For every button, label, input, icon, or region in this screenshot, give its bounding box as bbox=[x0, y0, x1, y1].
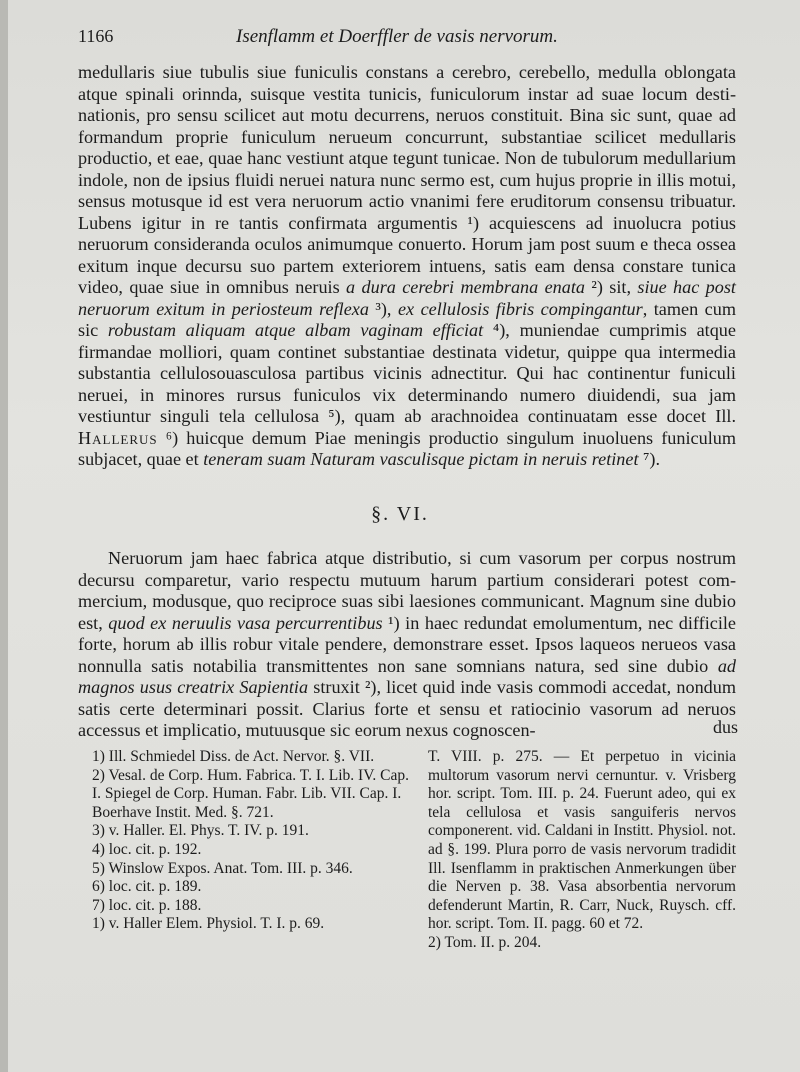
text-run: medullaris siue tubulis siue funiculis constans a cerebro, cerebello, medulla oblongata atque spinali orinnda, suisque vestita tunicis, funiculorum instar ad suae locum destinationis, pro sensu scilicet aut motu decurrens, neruos constituit. Bina sic sunt, quae ad formandum proprie funiculum nerueum concurrunt, substantiae scilicet medullaris productio, et eae, quae hanc vestiunt atque tegunt tunicae. Non de tubulorum medullarium indole, non de ipsius fluidi neruei natura nunc sermo est, cum hujus proprie in illis motui, sensus motusque id est vera neruorum actio vnanimi fere eruditorum consensu tribuatur. Lubens igitur in re tantis confirmata argumentis ¹) acquiescens ad inuolucra potius neruorum consideranda oculos animumque conuerto. Horum jam post suum e theca ossea exitum inque decursu suo partem exteriorem intuens, satis eam densa constare tunica video, quae siue in omnibus neruis bbox=[78, 62, 736, 297]
page-header bbox=[78, 22, 758, 52]
footnote: 2) Vesal. de Corp. Hum. Fabrica. T. I. Lib. IV. Cap. I. Spiegel de Corp. Human. Fabr. Lib. VII. Cap. I. Boerhave Instit. Med. §. 721. bbox=[92, 766, 409, 821]
footnote: 4) loc. cit. p. 192. bbox=[92, 840, 202, 858]
running-title: Isenflamm et Doerffler de vasis nervorum. bbox=[236, 26, 558, 47]
italic-run: a dura cerebri membrana enata bbox=[346, 277, 586, 297]
italic-run: quod ex neruulis vasa percurrentibus bbox=[108, 612, 383, 633]
footnote: 1) v. Haller Elem. Physiol. T. I. p. 69. bbox=[92, 915, 325, 933]
footnote: 1) Ill. Schmiedel Diss. de Act. Nervor. §. VII. bbox=[92, 748, 375, 765]
page-number: 1166 bbox=[78, 26, 114, 46]
paragraph-second bbox=[78, 530, 736, 760]
text-run: ⁶) huicque demum Piae meningis productio singulum inuoluens funiculum subjacet, quae et bbox=[78, 427, 736, 469]
author-name: Hallerus bbox=[78, 427, 158, 448]
paragraph-1 bbox=[78, 62, 736, 471]
italic-run: teneram suam Naturam vasculisque pictam in neruis retinet bbox=[203, 449, 639, 469]
paragraph-2 bbox=[78, 548, 736, 742]
footnote: 5) Winslow Expos. Anat. Tom. III. p. 346. bbox=[92, 859, 353, 877]
italic-run: robustam aliquam atque albam vaginam efficiat bbox=[107, 320, 484, 340]
footnotes-left-column bbox=[92, 748, 410, 934]
text-run: ³), bbox=[368, 298, 398, 319]
section-heading: §. VI. bbox=[371, 503, 429, 525]
footnote: 2) Tom. II. p. 204. bbox=[428, 933, 542, 951]
text-run: ⁴), muniendae cumprimis atque firmandae molliori, quam continet substantiae destinata videtur, quippe qua intermedia substantia cellulosouasculosa partibus vicinis adnectitur. Qui hac continentur funiculi neruei, in minores rursus funiculos vix determinando numero diuidendi, sua jam vestiuntur singuli tela cellulosa ⁵), quam ab arachnoidea continuatam esse docet Ill. bbox=[78, 320, 736, 426]
footnotes-right-column bbox=[428, 748, 736, 953]
text-run: ¹) in haec redundat emolumentum, nec difficile forte, horum ab illis robur vitale pendere, demonstrare esset. Ipsos laqueos nerueos vasa nonnulla satis notabilia transmittentes non sane somnians natura, sed sine dubio bbox=[78, 612, 736, 676]
catchword: dus bbox=[712, 717, 738, 737]
page-edge-shadow bbox=[0, 0, 8, 1072]
text-run: ⁷). bbox=[638, 449, 661, 469]
text-run: ²) sit, bbox=[585, 277, 638, 297]
footnote: 3) v. Haller. El. Phys. T. IV. p. 191. bbox=[92, 822, 309, 840]
footnote: 7) loc. cit. p. 188. bbox=[92, 896, 202, 914]
italic-run: ex cellulosis fibris compingantur bbox=[397, 298, 643, 319]
footnote: T. VIII. p. 275. — Et perpetuo in vicinia multorum vasorum nervi cernuntur. v. Vrisberg hor. script. Tom. III. p. 24. Fuerunt adeo, qui ex tela cellulosa et vasis sanguiferis nervos componerent. vid. Caldani in Institt. Physiol. not. ad §. 199. Plura porro de vasis nervorum tradidit Ill. Isenflamm in praktischen Anmerkungen über die Nerven p. 38. Vasa absorbentia nervorum defenderunt Martin, R. Carr, Nuck, Ruysch. cff. hor. script. Tom. II. pagg. 60 et 72. bbox=[428, 748, 736, 933]
text-run: struxit ²), licet quid inde vasis commodi accedat, nondum satis certe determinari possit. Clarius forte et sensu et ratiocinio vasorum ad neruos accessus et implicatio, mutuusque sic eorum nexus cognoscen- bbox=[78, 677, 736, 741]
italic-run: ad magnos usus creatrix Sapientia bbox=[78, 655, 736, 698]
italic-run: siue hac post neruorum exitum in periosteum reflexa bbox=[78, 277, 736, 319]
text-run: , tamen cum sic bbox=[78, 298, 736, 340]
paragraph-main bbox=[78, 62, 736, 471]
footnote: 6) loc. cit. p. 189. bbox=[92, 878, 202, 896]
text-run: Neruorum jam haec fabrica atque distributio, si cum vasorum per corpus nostrum decursu comparetur, vario respectu mutuum harum partium considerari potest commercium, modusque, quo reciproce suas sibi laesiones communicant. Magnum sine dubio est, bbox=[78, 548, 736, 633]
